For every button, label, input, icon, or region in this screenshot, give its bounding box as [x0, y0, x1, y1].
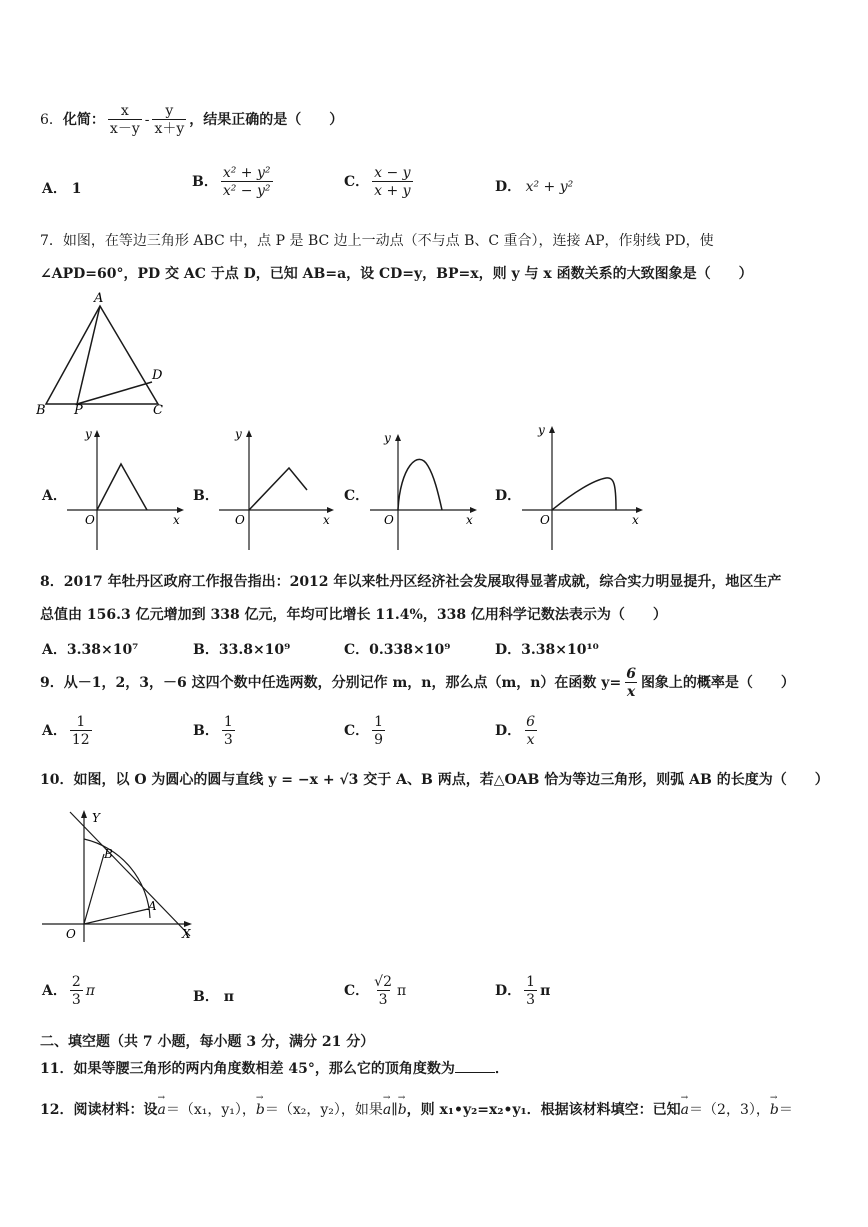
segment-pd [77, 382, 152, 404]
q7-option-c-label: C． [344, 488, 370, 504]
q7-line-2: ∠APD=60°，PD 交 AC 于点 D，已知 AB=a，设 CD=y，BP=x，则 y 与 x 函数关系的大致图象是（ ） [40, 266, 753, 282]
label-c: C [153, 403, 163, 416]
graph-a-curve [97, 464, 147, 510]
graph-b-curve [249, 468, 307, 510]
q7-graph-c [368, 428, 480, 554]
svg-text:x: x [173, 513, 180, 527]
section-2-title: 二、填空题（共 7 小题，每小题 3 分，满分 21 分） [40, 1034, 375, 1050]
q7-triangle-figure [36, 292, 176, 416]
q8-option-d: D．3.38×10¹⁰ [495, 642, 599, 658]
q7-graph-d [518, 422, 648, 554]
q6-fraction-1: $\frac{x}{x-y}$ [109, 103, 140, 138]
q6-tail: ，结果正确的是（ ） [189, 112, 344, 129]
q6-number: 6． [40, 112, 63, 129]
q12-stem: 12．阅读材料：设→ a＝（x₁，y₁），→ b＝（x₂，y₂），如果→ a∥→ b，则 x₁•y₂=x₂•y₁．根据该材料填空：已知→ a＝（2，3），→ b＝ [40, 1099, 793, 1119]
q7-graph-a [65, 428, 187, 554]
graph-c-curve [398, 459, 442, 510]
q8-option-c: C．0.338×10⁹ [344, 642, 451, 658]
q6-option-c: C． $\frac{x - y}{x + y}$ [344, 165, 411, 200]
arc [84, 839, 150, 918]
svg-text:Y: Y [92, 811, 100, 825]
q7-option-d-label: D． [495, 488, 522, 504]
q10-option-b: B． π [193, 989, 234, 1005]
svg-text:X: X [182, 927, 191, 941]
q9-option-c: C． $\frac{1}{9}$ [344, 714, 384, 749]
line-y-neg-x [70, 812, 190, 936]
q11-stem: 11．如果等腰三角形的两内角度数相差 45°，那么它的顶角度数为 ． [40, 1058, 509, 1078]
q6-option-a: A． 1 [42, 181, 82, 197]
q9-option-b: B． $\frac{1}{3}$ [193, 714, 233, 749]
svg-text:O: O [85, 513, 95, 527]
q9-option-a: A． $\frac{1}{12}$ [42, 714, 90, 749]
svg-text:x: x [466, 513, 473, 527]
svg-text:y: y [538, 423, 545, 437]
q10-option-a: A． $\frac{2}{3}$ π [42, 974, 95, 1009]
segment-ap [77, 306, 100, 404]
vector-a: → a [157, 1102, 165, 1118]
svg-text:O: O [540, 513, 550, 527]
q10-stem: 10．如图，以 O 为圆心的圆与直线 y = −x + √3 交于 A、B 两点，若△OAB 恰为等边三角形，则弧 AB 的长度为（ ） [40, 772, 829, 788]
triangle-abc [46, 306, 158, 404]
q6-option-b: B． $\frac{\text{x² + y²}}{\text{x² − y²}}$ [192, 165, 271, 200]
svg-text:y: y [85, 428, 92, 441]
label-a: A [94, 292, 104, 306]
q10-circle-figure [38, 806, 198, 946]
q6-lead: 化简： [62, 112, 105, 129]
q7-option-a-label: A． [42, 488, 67, 504]
q8-line-2: 总值由 156.3 亿元增加到 338 亿元，年均可比增长 11.4%，338 亿用科学记数法表示为（ ） [40, 607, 667, 623]
q10-option-d: D． $\frac{1}{3}$ π [495, 974, 551, 1009]
q6-option-d: D． x² + y² [495, 179, 574, 195]
q7-option-b-label: B． [193, 488, 219, 504]
label-p: P [74, 403, 83, 416]
q11-answer-blank [455, 1058, 495, 1073]
svg-text:A: A [148, 899, 157, 913]
q7-line-1: 7．如图，在等边三角形 ABC 中，点 P 是 BC 边上一动点（不与点 B、C 重合），连接 AP，作射线 PD，使 [40, 233, 714, 249]
q7-graph-b [217, 428, 337, 554]
q10-option-c: C． $\frac{√2}{3}$ π [344, 974, 407, 1009]
q8-line-1: 8．2017 年牡丹区政府工作报告指出：2012 年以来牡丹区经济社会发展取得显著成就，综合实力明显提升，地区生产 [40, 574, 782, 590]
q8-option-b: B．33.8×10⁹ [193, 642, 291, 658]
graph-d-curve [552, 478, 616, 510]
label-d: D [152, 368, 163, 383]
svg-text:x: x [632, 513, 639, 527]
q9-option-d: D． $\frac{6}{x}$ [495, 714, 536, 749]
svg-text:y: y [384, 431, 391, 445]
svg-text:O: O [66, 927, 76, 941]
q8-option-a: A．3.38×10⁷ [42, 642, 139, 658]
svg-text:O: O [235, 513, 245, 527]
q9-stem: 9．从－1，2，3，－6 这四个数中任选两数，分别记作 m，n，那么点（m，n）在函数 y= $\frac{6}{x}$ 图象上的概率是（ ） [40, 666, 795, 701]
svg-text:x: x [323, 513, 330, 527]
q6-stem: 6．化简： $\frac{x}{x-y}$ - $\frac{y}{x+y}$ ，结果正确的是（ ） [40, 103, 344, 138]
svg-text:B: B [104, 847, 113, 861]
q6-fraction-2: $\frac{y}{x+y}$ [154, 103, 185, 138]
label-b: B [36, 403, 46, 416]
svg-text:O: O [384, 513, 394, 527]
vector-b: → b [256, 1102, 265, 1118]
svg-text:y: y [235, 428, 242, 441]
